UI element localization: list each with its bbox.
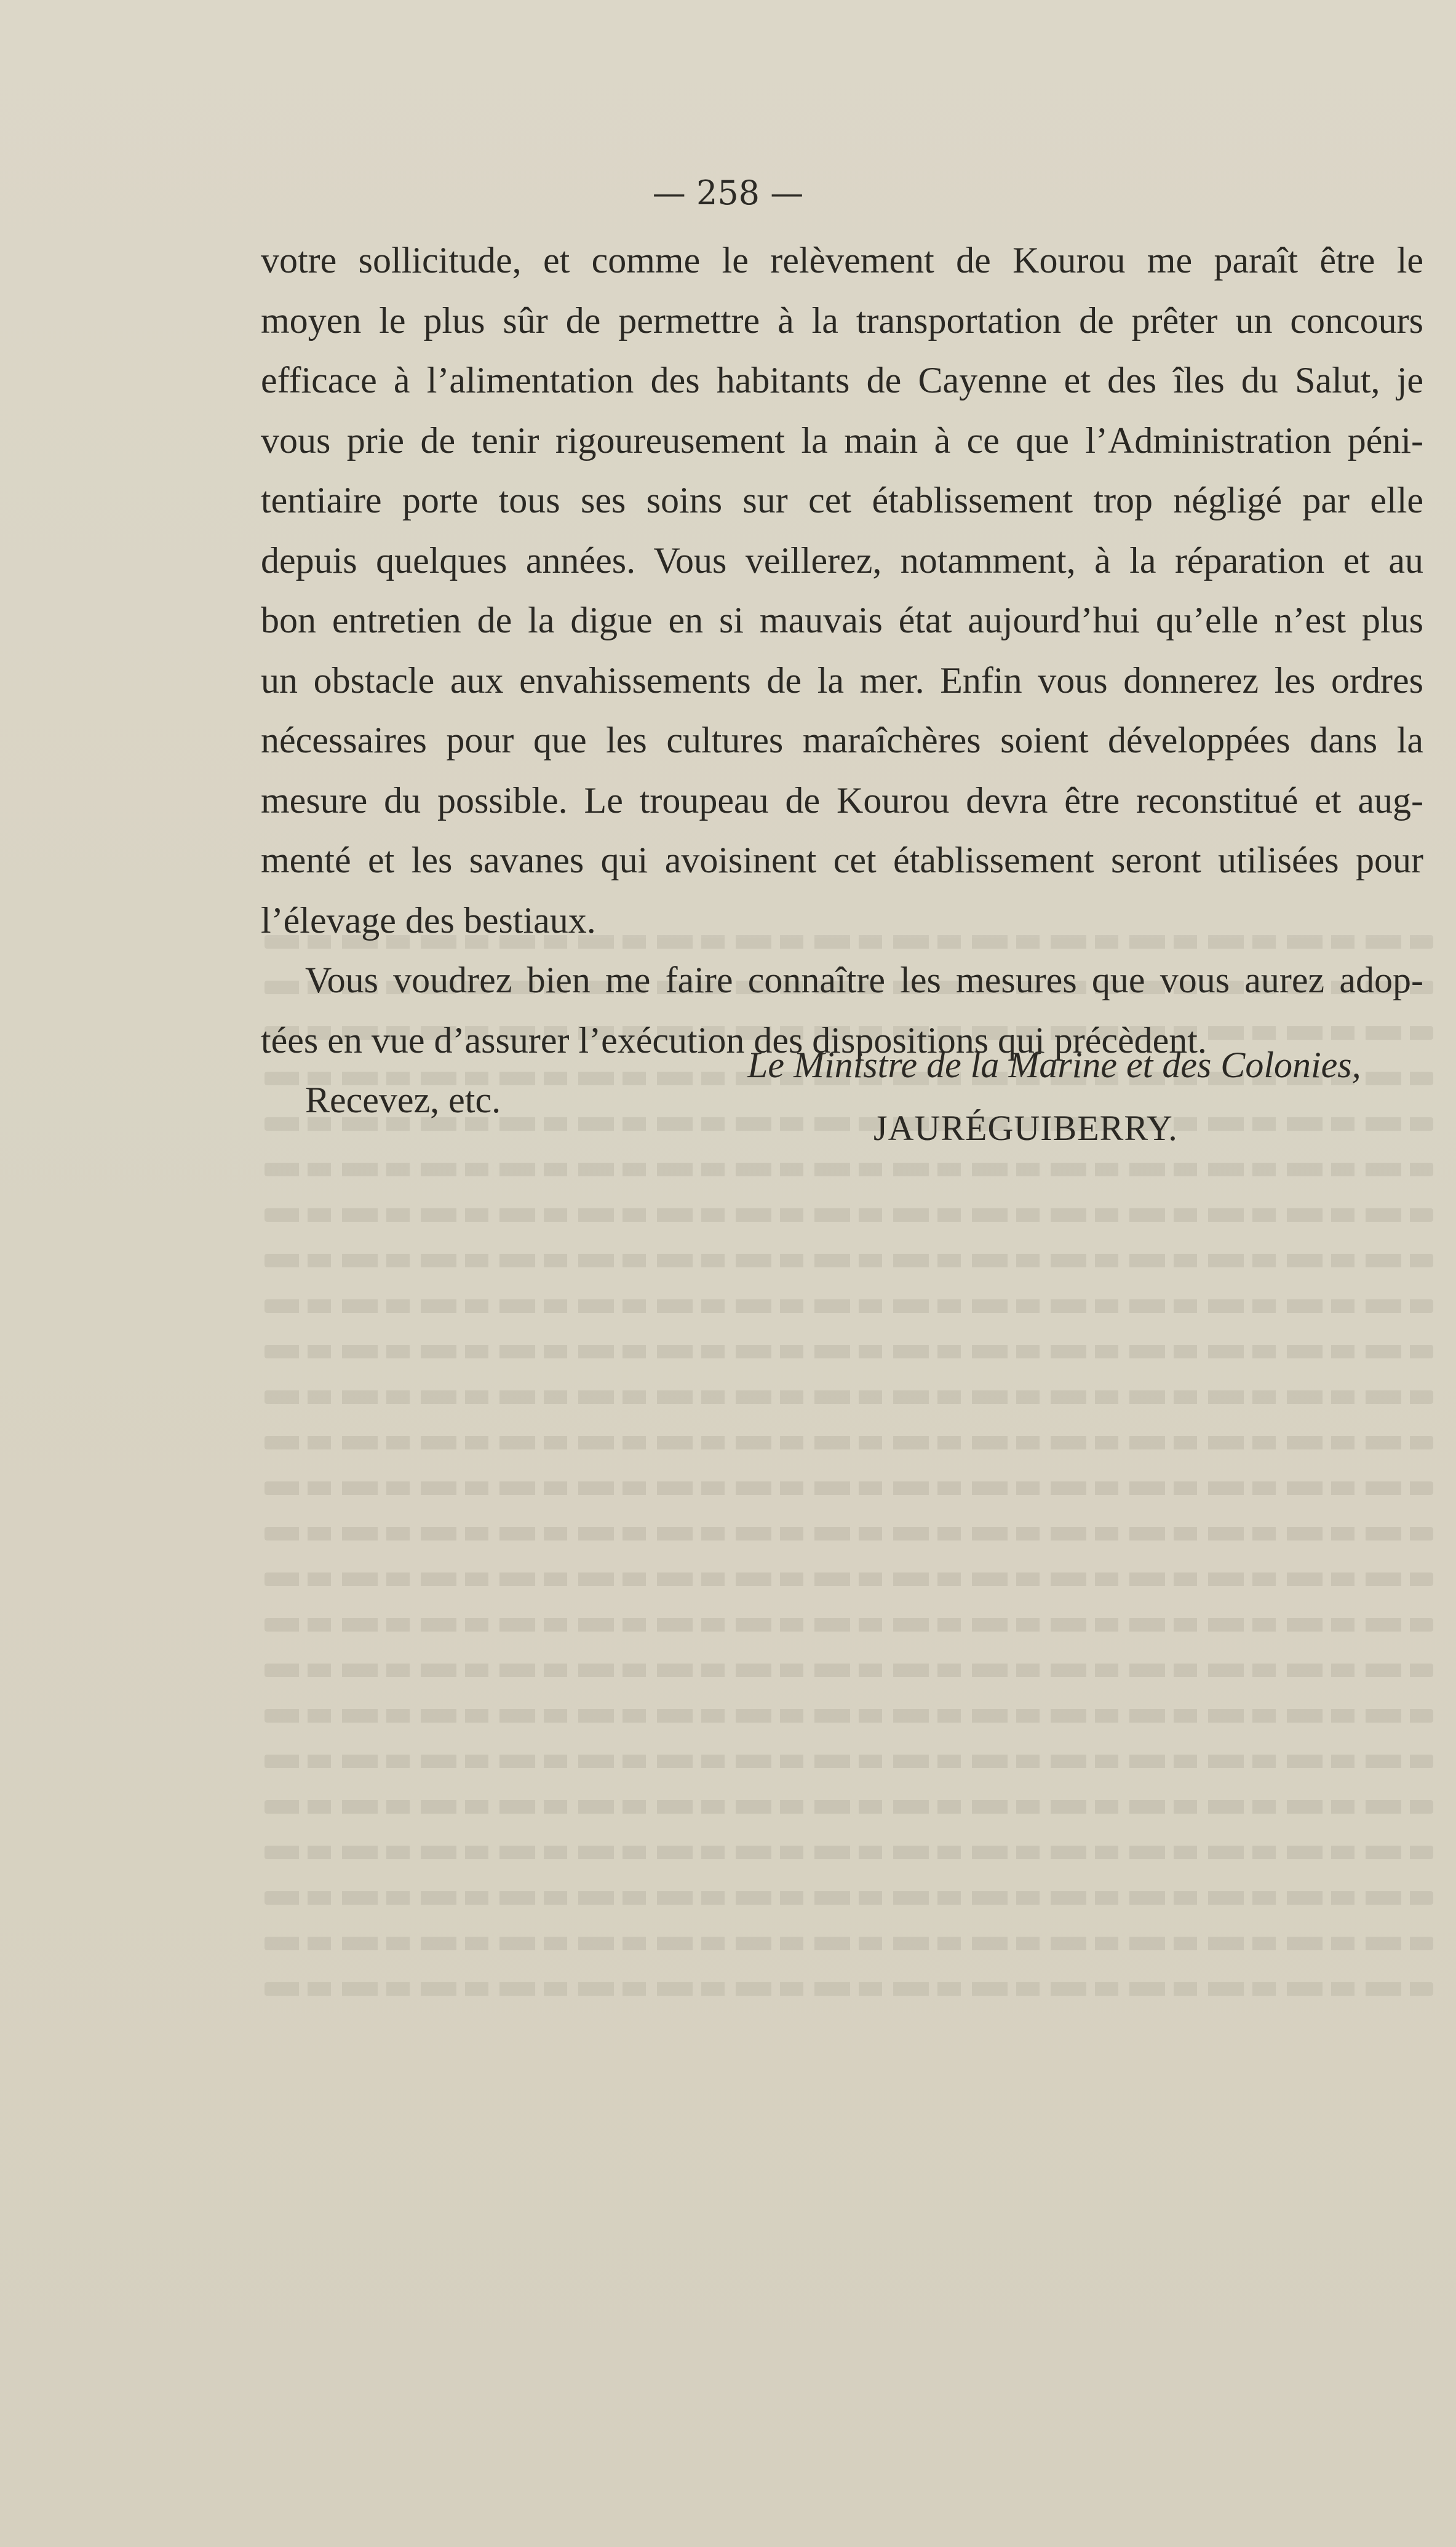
- signature-name: JAURÉGUIBERRY.: [873, 1108, 1178, 1148]
- paragraph-1-line: menté et les savanes qui avoisinent cet établissement seront utilisées pour: [261, 840, 1423, 880]
- paragraph-1-line: l’élevage des bestiaux.: [261, 899, 596, 941]
- paragraph-1-line: depuis quelques années. Vous veillerez, notamment, à la réparation et au: [261, 540, 1423, 581]
- paragraph-1-line: un obstacle aux envahissements de la mer. Enfin vous donnerez les ordres: [261, 660, 1423, 701]
- paragraph-1-line: vous prie de tenir rigoureusement la main à ce que l’Administration péni-: [261, 420, 1423, 461]
- closing-line: Recevez, etc.: [305, 1080, 501, 1120]
- page-number: — 258 —: [652, 173, 804, 212]
- paragraph-1-line: votre sollicitude, et comme le relèvement de Kourou me paraît être le: [261, 240, 1423, 281]
- letter-body: [261, 231, 1423, 1131]
- paragraph-1-line: efficace à l’alimentation des habitants de Cayenne et des îles du Salut, je: [261, 360, 1423, 401]
- paragraph-1-line: bon entretien de la digue en si mauvais état aujourd’hui qu’elle n’est plus: [261, 600, 1423, 640]
- signature-title: Le Ministre de la Marine et des Colonies,: [747, 1045, 1361, 1085]
- paragraph-2-line: Vous voudrez bien me faire connaître les mesures que vous aurez adop-: [305, 960, 1423, 1000]
- paragraph-1-line: tentiaire porte tous ses soins sur cet établissement trop négligé par elle: [261, 480, 1423, 520]
- paragraph-1-line: nécessaires pour que les cultures maraîchères soient développées dans la: [261, 720, 1423, 760]
- paragraph-1-line: mesure du possible. Le troupeau de Kourou devra être reconstitué et aug-: [261, 779, 1423, 821]
- paragraph-2-line: tées en vue d’assurer l’exécution des dispositions qui précèdent.: [261, 1019, 1207, 1061]
- paragraph-1-line: moyen le plus sûr de permettre à la transportation de prêter un concours: [261, 300, 1423, 341]
